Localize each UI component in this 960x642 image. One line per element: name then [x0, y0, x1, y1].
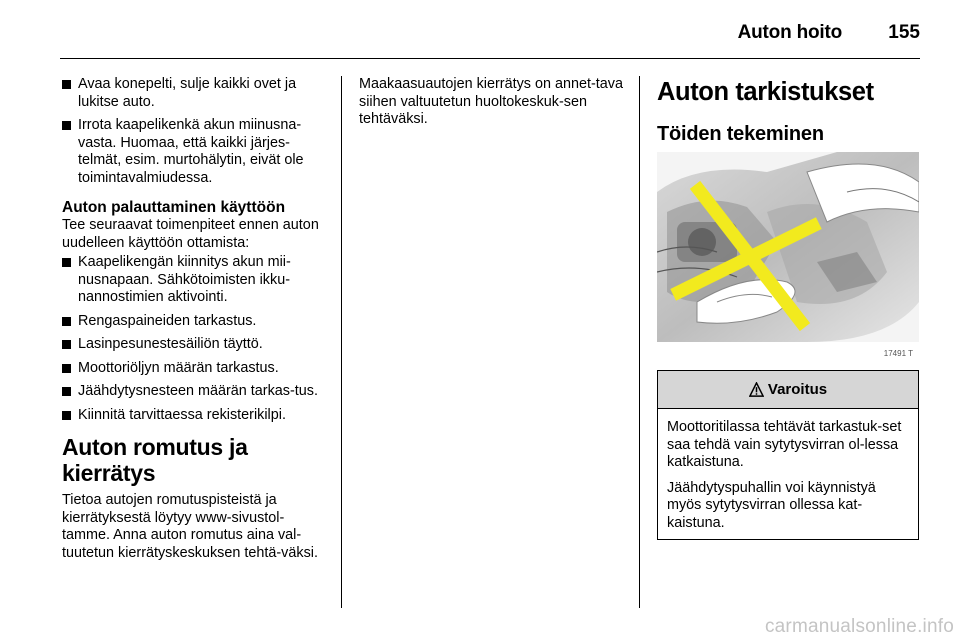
list-item: Kaapelikengän kiinnitys akun mii-nusnapaan. Sähkötoimisten ikku-nannostimien aktivointi.: [62, 254, 332, 307]
bullet-square-icon: [62, 364, 71, 373]
column-divider-2: [639, 76, 640, 608]
site-watermark: carmanualsonline.info: [764, 616, 954, 637]
bullet-square-icon: [62, 387, 71, 396]
reactivate-bullet-list: [62, 254, 332, 424]
bullet-square-icon: [62, 258, 71, 267]
warning-paragraph: Moottoritilassa tehtävät tarkastuk-set saa tehdä vain sytytysvirran ol-lessa katkaistuna.: [667, 419, 902, 470]
column-divider-1: [341, 76, 342, 608]
column-middle: [359, 76, 627, 131]
bullet-square-icon: [62, 80, 71, 89]
warning-header: [658, 371, 918, 409]
engine-bay-illustration: [657, 152, 919, 362]
list-item: Kiinnitä tarvittaessa rekisterikilpi.: [62, 407, 332, 425]
warning-paragraph: Jäähdytyspuhallin voi käynnistyä myös sytytysvirran ollessa kat-kaistuna.: [667, 479, 876, 531]
list-item: Irrota kaapelikenkä akun miinusna-vasta. Huomaa, että kaikki järjes-telmät, esim. murtohälytin, eivät ole toimintavalmiudessa.: [62, 117, 332, 187]
list-item: Lasinpesunestesäiliön täyttö.: [62, 336, 332, 354]
bullet-square-icon: [62, 317, 71, 326]
page-header: [60, 0, 920, 58]
cng-recycling-text: Maakaasuautojen kierrätys on annet-tava siihen valtuutetun huoltokeskuk-sen tehtäväksi.: [359, 76, 623, 127]
list-item: Moottoriöljyn määrän tarkastus.: [62, 360, 332, 378]
bullet-square-icon: [62, 411, 71, 420]
bullet-square-icon: [62, 340, 71, 349]
reactivate-text: Tee seuraavat toimenpiteet ennen auton uudelleen käyttöön ottamista:: [62, 217, 319, 251]
list-item: Jäähdytysnesteen määrän tarkas-tus.: [62, 383, 332, 401]
warning-triangle-icon: [749, 382, 764, 397]
scrapping-heading: Auton romutus ja kierrätys: [62, 434, 248, 486]
warning-body: [658, 409, 918, 532]
figure-code: 17491 T: [883, 349, 913, 358]
column-right: [657, 76, 919, 146]
section-title: Auton tarkistukset: [657, 78, 874, 106]
warning-box: [657, 370, 919, 540]
intro-bullet-list: [62, 76, 332, 187]
page-number: 155: [888, 22, 920, 43]
column-left: [62, 76, 332, 564]
bullet-square-icon: [62, 121, 71, 130]
engine-bay-figure: [657, 152, 919, 362]
header-rule: [60, 58, 920, 59]
chapter-title: Auton hoito: [737, 22, 842, 43]
warning-title: Varoitus: [767, 381, 828, 398]
reactivate-heading: Auton palauttaminen käyttöön: [62, 199, 286, 216]
section-subtitle: Töiden tekeminen: [657, 123, 824, 145]
list-item: Rengaspaineiden tarkastus.: [62, 313, 332, 331]
scrapping-text: Tietoa autojen romutuspisteistä ja kierrätyksestä löytyy www-sivustol-tamme. Anna auton romutus aina val-tuutetun kierrätyskeskuksen tehtä-väksi.: [62, 492, 318, 561]
list-item: Avaa konepelti, sulje kaikki ovet ja lukitse auto.: [62, 76, 332, 111]
